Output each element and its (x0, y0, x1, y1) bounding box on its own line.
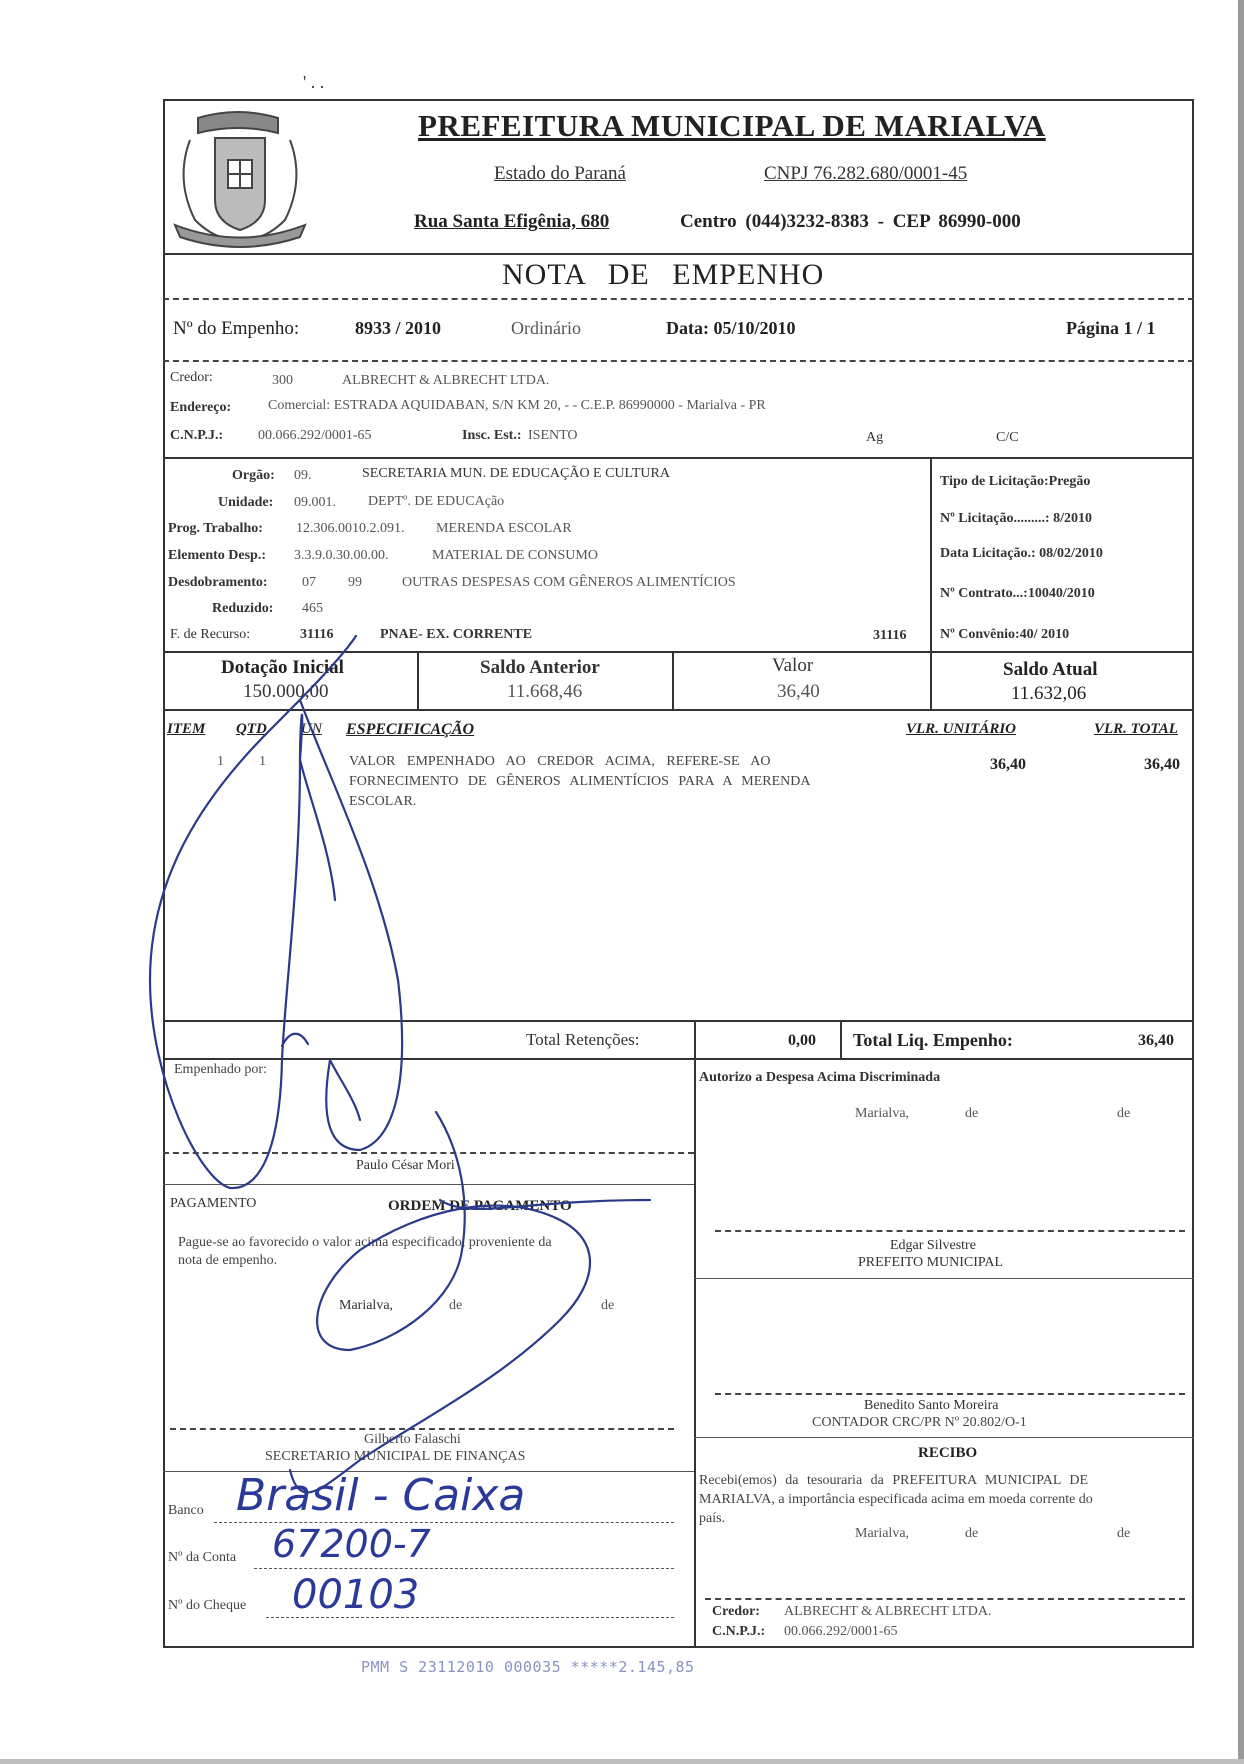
credor-label: Credor: (170, 370, 213, 385)
recibo-text3: país. (699, 1511, 726, 1526)
pagamento-label: PAGAMENTO (170, 1196, 257, 1211)
rule (163, 651, 1194, 653)
empenhado-label: Empenhado por: (174, 1062, 267, 1077)
pagamento-city: Marialva, (339, 1298, 394, 1313)
saldo-anterior-label: Saldo Anterior (480, 657, 600, 678)
unidade-label: Unidade: (218, 495, 274, 510)
divider (840, 1020, 842, 1058)
rule (163, 298, 1194, 300)
recibo-de2: de (1117, 1526, 1131, 1541)
fonte-code: 31116 (300, 627, 334, 642)
col-especificacao: ESPECIFICAÇÃO (346, 721, 475, 738)
contador-signer: Benedito Santo Moreira (864, 1398, 999, 1413)
fonte-label: F. de Recurso: (170, 627, 251, 642)
valor-label: Valor (772, 655, 814, 676)
orgao-code: 09. (294, 468, 312, 483)
signature-line (715, 1230, 1185, 1232)
recibo-text2: MARIALVA, a importância especificada acima em moeda corrente do (699, 1492, 1093, 1507)
signature-line (163, 1152, 694, 1154)
fonte-desc: PNAE- EX. CORRENTE (380, 627, 533, 642)
recibo-text1: Recebi(emos) da tesouraria da PREFEITURA MUNICIPAL DE (699, 1473, 1089, 1488)
item-spec-line2: FORNECIMENTO DE GÊNEROS ALIMENTÍCIOS PARA A MERENDA (349, 774, 811, 789)
credor-name: ALBRECHT & ALBRECHT LTDA. (342, 373, 550, 388)
processing-stamp: PMM S 23112010 000035 *****2.145,85 (361, 1658, 695, 1676)
col-un: UN (301, 721, 322, 737)
total-liq-label: Total Liq. Empenho: (853, 1030, 1013, 1050)
rule (163, 457, 1194, 459)
divider (694, 1020, 696, 1058)
conta-label: Nº da Conta (168, 1550, 237, 1565)
prog-label: Prog. Trabalho: (168, 521, 263, 536)
saldo-atual-label: Saldo Atual (1003, 659, 1098, 680)
empenho-type: Ordinário (511, 318, 581, 338)
header-state: Estado do Paraná (494, 163, 626, 184)
divider (930, 651, 932, 709)
pagamento-text1: Pague-se ao favorecido o valor acima especificado, proveniente da (178, 1235, 552, 1250)
reduzido-code: 465 (302, 601, 323, 616)
orgao-label: Orgão: (232, 468, 275, 483)
desdobramento-desc: OUTRAS DESPESAS COM GÊNEROS ALIMENTÍCIOS (402, 575, 736, 590)
pagamento-de1: de (449, 1298, 463, 1313)
field-line (254, 1568, 674, 1569)
pagamento-de2: de (601, 1298, 615, 1313)
elemento-desc: MATERIAL DE CONSUMO (432, 548, 598, 563)
autorizo-label: Autorizo a Despesa Acima Discriminada (699, 1070, 941, 1085)
item-spec-line3: ESCOLAR. (349, 794, 417, 809)
divider (930, 457, 932, 651)
empenho-date: Data: 05/10/2010 (666, 318, 796, 338)
divider (672, 651, 674, 709)
contrato-numero: Nº Contrato...:10040/2010 (940, 586, 1095, 601)
rule (163, 1184, 694, 1185)
rule (163, 1058, 1194, 1060)
valor-value: 36,40 (777, 681, 820, 702)
licitacao-tipo: Tipo de Licitação:Pregão (940, 474, 1091, 489)
autorizo-role: PREFEITO MUNICIPAL (858, 1255, 1004, 1270)
col-item: ITEM (167, 721, 206, 737)
prog-desc: MERENDA ESCOLAR (436, 521, 572, 536)
rule (163, 709, 1194, 711)
signature-line (715, 1393, 1185, 1395)
rule (694, 1437, 1194, 1438)
banco-handwritten-value: Brasil - Caixa (236, 1470, 526, 1521)
recibo-label: RECIBO (918, 1445, 978, 1461)
recibo-de1: de (965, 1526, 979, 1541)
dotacao-value: 150.000,00 (243, 681, 329, 702)
cheque-handwritten-value: 00103 (292, 1572, 420, 1618)
orgao-desc: SECRETARIA MUN. DE EDUCAÇÃO E CULTURA (362, 466, 670, 481)
recibo-city: Marialva, (855, 1526, 910, 1541)
top-mark: ' . . (303, 72, 325, 92)
item-total-price: 36,40 (1144, 756, 1180, 773)
pagamento-text2: nota de empenho. (178, 1253, 278, 1268)
licitacao-numero: Nº Licitação.........: 8/2010 (940, 511, 1092, 526)
autorizo-de2: de (1117, 1106, 1131, 1121)
header-district-phone-cep: Centro (044)3232-8383 - CEP 86990-000 (680, 211, 1021, 232)
conta-handwritten-value: 67200-7 (272, 1522, 431, 1566)
divider (417, 651, 419, 709)
pagamento-role: SECRETARIO MUNICIPAL DE FINANÇAS (265, 1449, 526, 1464)
pagamento-signer: Gilberto Falaschi (364, 1432, 461, 1447)
cheque-label: Nº do Cheque (168, 1598, 247, 1613)
document-title: NOTA DE EMPENHO (502, 258, 825, 291)
rule (694, 1278, 1194, 1279)
signature-line (170, 1428, 674, 1430)
credor-address-label: Endereço: (170, 400, 232, 415)
desdobramento-label: Desdobramento: (168, 575, 268, 590)
empenho-page: Página 1 / 1 (1066, 318, 1156, 338)
item-qtd: 1 (259, 754, 266, 769)
divider (694, 1058, 696, 1648)
col-qtd: QTD (236, 721, 267, 737)
dotacao-label: Dotação Inicial (221, 657, 344, 678)
item-unit-price: 36,40 (990, 756, 1026, 773)
rule (163, 253, 1194, 255)
autorizo-signer: Edgar Silvestre (890, 1238, 976, 1253)
col-vlr-total: VLR. TOTAL (1094, 721, 1178, 737)
header-address: Rua Santa Efigênia, 680 (414, 211, 610, 232)
convenio-numero: Nº Convênio:40/ 2010 (940, 627, 1070, 642)
total-retencoes-value: 0,00 (788, 1032, 816, 1049)
recibo-cnpj: 00.066.292/0001-65 (784, 1624, 898, 1639)
contador-role: CONTADOR CRC/PR Nº 20.802/O-1 (812, 1415, 1027, 1430)
licitacao-data: Data Licitação.: 08/02/2010 (940, 546, 1103, 561)
desdobramento-code: 07 (302, 575, 316, 590)
recibo-cnpj-label: C.N.P.J.: (712, 1624, 766, 1639)
empenho-number-label: Nº do Empenho: (173, 318, 300, 339)
item-number: 1 (217, 754, 224, 769)
autorizo-de1: de (965, 1106, 979, 1121)
prog-code: 12.306.0010.2.091. (296, 521, 405, 536)
credor-ie-label: Insc. Est.: (462, 428, 522, 443)
unidade-code: 09.001. (294, 495, 336, 510)
desdobramento-sub: 99 (348, 575, 362, 590)
saldo-atual-value: 11.632,06 (1011, 683, 1087, 704)
header-cnpj: CNPJ 76.282.680/0001-45 (764, 163, 968, 184)
credor-cnpj: 00.066.292/0001-65 (258, 428, 372, 443)
credor-ie: ISENTO (528, 428, 578, 443)
recibo-credor: ALBRECHT & ALBRECHT LTDA. (784, 1604, 992, 1619)
credor-code: 300 (272, 373, 293, 388)
col-vlr-unitario: VLR. UNITÁRIO (906, 721, 1017, 737)
empenho-number: 8933 / 2010 (355, 318, 442, 338)
recibo-credor-label: Credor: (712, 1604, 760, 1619)
scan-edge-bottom (0, 1759, 1244, 1764)
rule (163, 360, 1194, 362)
rule (163, 1020, 1194, 1022)
item-spec-line1: VALOR EMPENHADO AO CREDOR ACIMA, REFERE-SE AO (349, 754, 771, 769)
unidade-desc: DEPTº. DE EDUCAção (368, 494, 505, 509)
banco-label: Banco (168, 1503, 204, 1518)
header-title: PREFEITURA MUNICIPAL DE MARIALVA (418, 108, 1046, 143)
fonte-code-right: 31116 (873, 628, 907, 643)
ordem-pagamento-label: ORDEM DE PAGAMENTO (388, 1198, 572, 1214)
credor-cnpj-label: C.N.P.J.: (170, 428, 224, 443)
credor-ag-label: Ag (866, 430, 884, 445)
total-retencoes-label: Total Retenções: (526, 1030, 640, 1049)
scan-edge-right (1238, 0, 1244, 1764)
credor-cc-label: C/C (996, 430, 1019, 445)
credor-address: Comercial: ESTRADA AQUIDABAN, S/N KM 20, - - C.E.P. 86990000 - Marialva - PR (268, 398, 766, 413)
signature-line (705, 1598, 1185, 1600)
autorizo-city: Marialva, (855, 1106, 910, 1121)
elemento-label: Elemento Desp.: (168, 548, 266, 563)
total-liq-value: 36,40 (1138, 1032, 1174, 1049)
reduzido-label: Reduzido: (212, 601, 274, 616)
saldo-anterior-value: 11.668,46 (507, 681, 583, 702)
empenhado-signer: Paulo César Mori (356, 1158, 455, 1173)
elemento-code: 3.3.9.0.30.00.00. (294, 548, 389, 563)
